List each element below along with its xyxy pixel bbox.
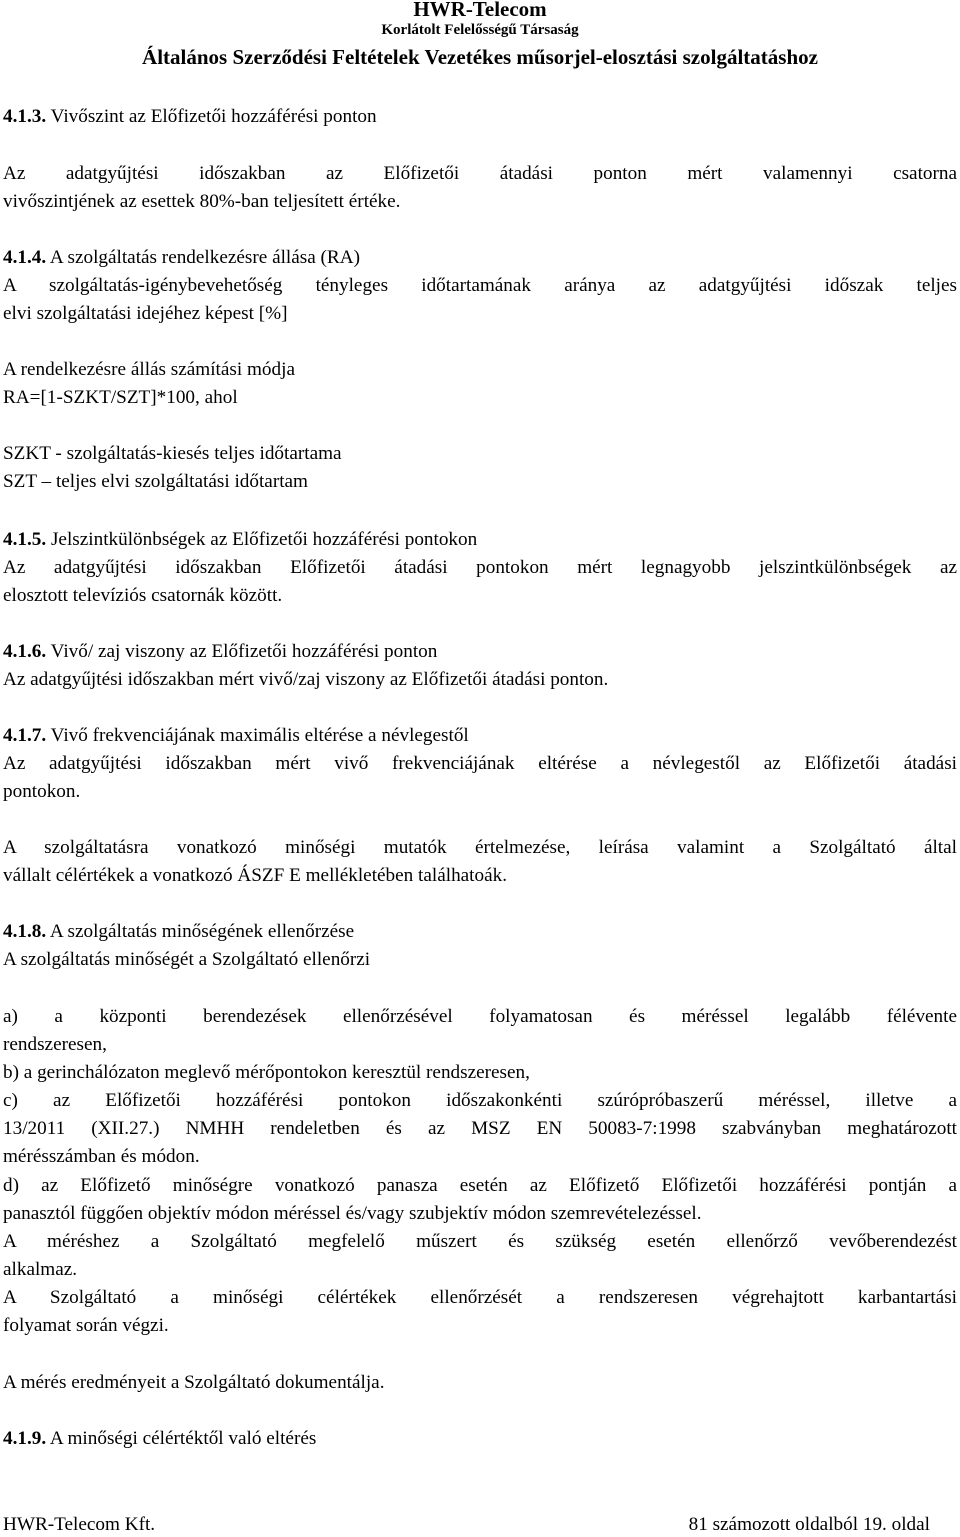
list-item-c: c) az Előfizetői hozzáférési pontokon időszakonkénti szúrópróbaszerű méréssel, illetve a <box>3 1090 957 1111</box>
paragraph-line: elosztott televíziós csatornák között. <box>3 585 283 606</box>
section-title: Vivőszint az Előfizetői hozzáférési ponton <box>46 106 377 127</box>
section-title: Vivő/ zaj viszony az Előfizetői hozzáférési ponton <box>46 641 438 662</box>
section-heading-4-1-4 <box>3 244 957 272</box>
paragraph-line: A mérés eredményeit a Szolgáltató dokumentálja. <box>3 1372 385 1393</box>
list-item-a-cont: rendszeresen, <box>3 1034 107 1055</box>
paragraph-line: Az adatgyűjtési időszakban Előfizetői átadási pontokon mért legnagyobb jelszintkülönbségek az <box>3 557 957 578</box>
section-number: 4.1.7. <box>3 725 47 746</box>
calculation-title: A rendelkezésre állás számítási módja <box>3 359 295 380</box>
list-item-b: b) a gerinchálózaton meglevő mérőpontokon keresztül rendszeresen, <box>3 1062 530 1083</box>
list-item-a: a) a központi berendezések ellenőrzésével folyamatosan és méréssel legalább félévente <box>3 1006 957 1027</box>
list-item-d: d) az Előfizető minőségre vonatkozó panasza esetén az Előfizető Előfizetői hozzáférési pontján a <box>3 1175 957 1196</box>
section-heading-4-1-6 <box>3 638 957 666</box>
section-number: 4.1.8. <box>3 921 47 942</box>
formula: RA=[1-SZKT/SZT]*100, ahol <box>3 387 238 408</box>
definition-szt: SZT – teljes elvi szolgáltatási időtartam <box>3 471 308 492</box>
paragraph-line: A Szolgáltató a minőségi célértékek ellenőrzését a rendszeresen végrehajtott karbantartási <box>3 1287 957 1308</box>
list-item-c-cont: mérésszámban és módon. <box>3 1146 200 1167</box>
paragraph-line: Az adatgyűjtési időszakban az Előfizetői átadási ponton mért valamennyi csatorna <box>3 163 957 184</box>
section-title: Jelszintkülönbségek az Előfizetői hozzáférési pontokon <box>46 529 478 550</box>
section-title: A szolgáltatás minőségének ellenőrzése <box>46 921 355 942</box>
section-heading-4-1-8 <box>3 918 957 946</box>
section-heading-4-1-9 <box>3 1425 957 1453</box>
section-title: A szolgáltatás rendelkezésre állása (RA) <box>46 247 360 268</box>
section-heading-4-1-5 <box>3 526 957 554</box>
section-title: A minőségi célértéktől való eltérés <box>46 1428 317 1449</box>
paragraph-line: Az adatgyűjtési időszakban mért vivő frekvenciájának eltérése a névlegestől az Előfizetői átadási <box>3 753 957 774</box>
footer-company: HWR-Telecom Kft. <box>3 1514 156 1535</box>
section-heading-4-1-7 <box>3 722 957 750</box>
paragraph-line: A szolgáltatás minőségét a Szolgáltató ellenőrzi <box>3 949 371 970</box>
list-item-c-cont: 13/2011 (XII.27.) NMHH rendeletben és az MSZ EN 50083-7:1998 szabványban meghatározott <box>3 1118 957 1139</box>
paragraph-line: A méréshez a Szolgáltató megfelelő műszert és szükség esetén ellenőrző vevőberendezést <box>3 1231 957 1252</box>
paragraph-line: folyamat során végzi. <box>3 1315 169 1336</box>
paragraph-line: elvi szolgáltatási idejéhez képest [%] <box>3 303 288 324</box>
section-number: 4.1.5. <box>3 529 47 550</box>
footer-page-number: 81 számozott oldalból 19. oldal <box>688 1514 930 1535</box>
company-name: HWR-Telecom <box>413 0 547 21</box>
section-number: 4.1.6. <box>3 641 47 662</box>
list-item-d-cont: panasztól függően objektív módon méréssel és/vagy szubjektív módon szemrevételezéssel. <box>3 1203 702 1224</box>
section-number: 4.1.9. <box>3 1428 47 1449</box>
section-number: 4.1.3. <box>3 106 47 127</box>
paragraph-line: A szolgáltatás-igénybevehetőség tényleges időtartamának aránya az adatgyűjtési időszak teljes <box>3 275 957 296</box>
paragraph-line: alkalmaz. <box>3 1259 78 1280</box>
document-title: Általános Szerződési Feltételek Vezetékes műsorjel-elosztási szolgáltatáshoz <box>142 45 818 69</box>
company-type: Korlátolt Felelősségű Társaság <box>381 22 579 38</box>
section-title: Vivő frekvenciájának maximális eltérése a névlegestől <box>46 725 469 746</box>
paragraph-line: vivőszintjének az esettek 80%-ban teljesített értéke. <box>3 191 401 212</box>
paragraph-line: vállalt célértékek a vonatkozó ÁSZF E mellékletében találhatoák. <box>3 865 508 886</box>
paragraph-line: Az adatgyűjtési időszakban mért vivő/zaj viszony az Előfizetői átadási ponton. <box>3 669 609 690</box>
section-number: 4.1.4. <box>3 247 47 268</box>
section-heading-4-1-3 <box>3 103 957 131</box>
definition-szkt: SZKT - szolgáltatás-kiesés teljes időtartama <box>3 443 342 464</box>
paragraph-line: A szolgáltatásra vonatkozó minőségi mutatók értelmezése, leírása valamint a Szolgáltató által <box>3 837 957 858</box>
paragraph-line: pontokon. <box>3 781 81 802</box>
